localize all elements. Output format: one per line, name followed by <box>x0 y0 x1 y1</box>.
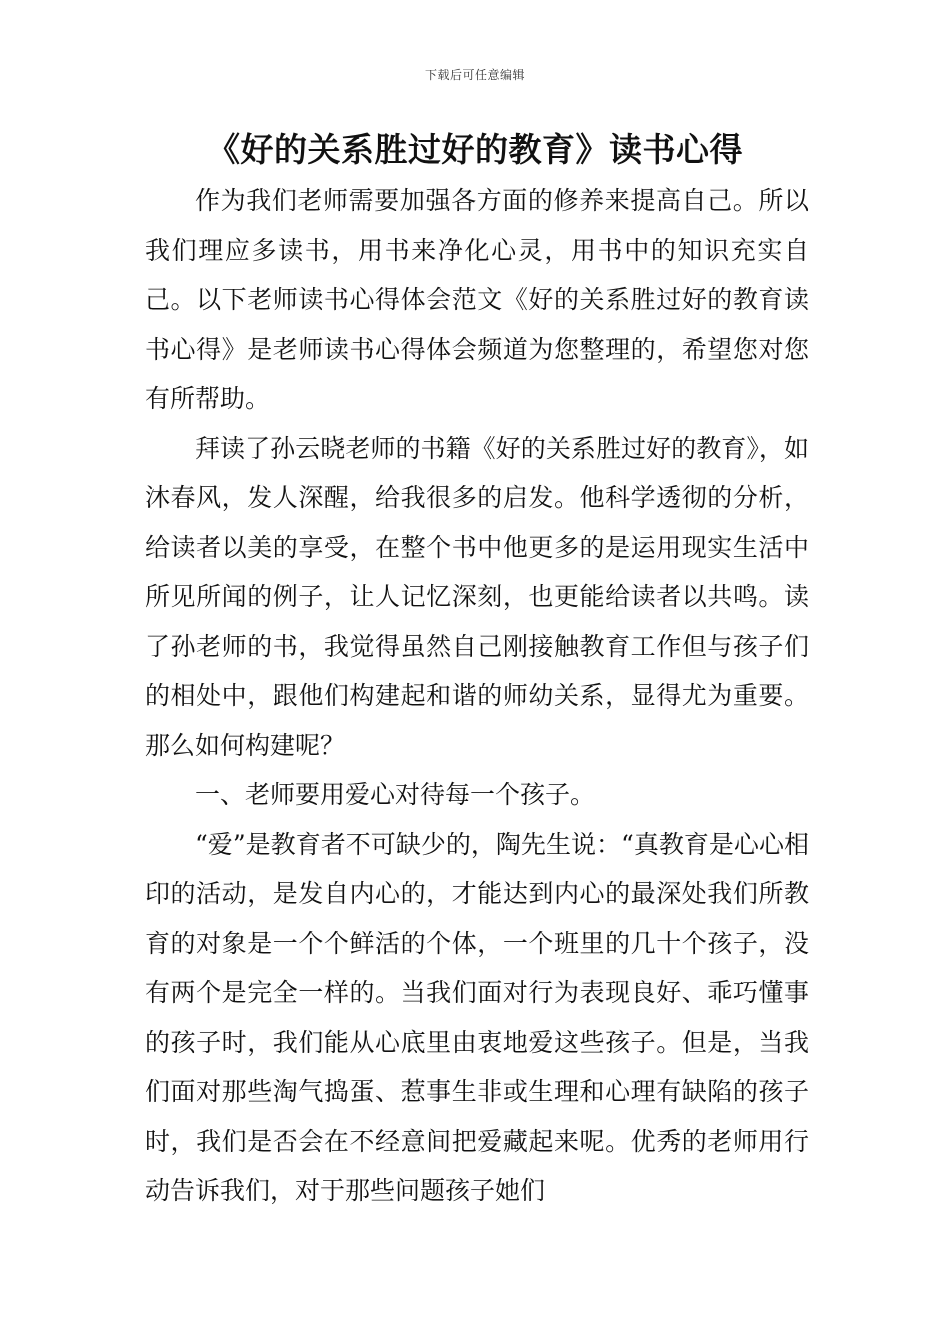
document-title: 《好的关系胜过好的教育》读书心得 <box>207 130 743 169</box>
paragraph-intro: 作为我们老师需要加强各方面的修养来提高自己。所以我们理应多读书，用书来净化心灵，用书中的知识充实自己。以下老师读书心得体会范文《好的关系胜过好的教育读书心得》是老师读书心得体会频道为您整理的，希望您对您有所帮助。 <box>145 186 809 413</box>
paragraph-love: “爱”是教育者不可缺少的，陶先生说：“真教育是心心相印的活动，是发自内心的，才能达到内心的最深处我们所教育的对象是一个个鲜活的个体，一个班里的几十个孩子，没有两个是完全一样的。当我们面对行为表现良好、乖巧懂事的孩子时，我们能从心底里由衷地爱这些孩子。但是，当我们面对那些淘气捣蛋、惹事生非或生理和心理有缺陷的孩子时，我们是否会在不经意间把爱藏起来呢。优秀的老师用行动告诉我们，对于那些问题孩子她们 <box>145 829 809 1205</box>
document-body <box>145 176 809 1216</box>
header-note: 下载后可任意编辑 <box>424 68 525 82</box>
section-heading: 一、老师要用爱心对待每一个孩子。 <box>195 780 596 809</box>
paragraph-reading: 拜读了孙云晓老师的书籍《好的关系胜过好的教育》，如沐春风，发人深醒，给我很多的启发。他科学透彻的分析，给读者以美的享受，在整个书中他更多的是运用现实生活中所见所闻的例子，让人记忆深刻，也更能给读者以共鸣。读了孙老师的书，我觉得虽然自己刚接触教育工作但与孩子们的相处中，跟他们构建起和谐的师幼关系，显得尤为重要。那么如何构建呢？ <box>145 433 809 760</box>
